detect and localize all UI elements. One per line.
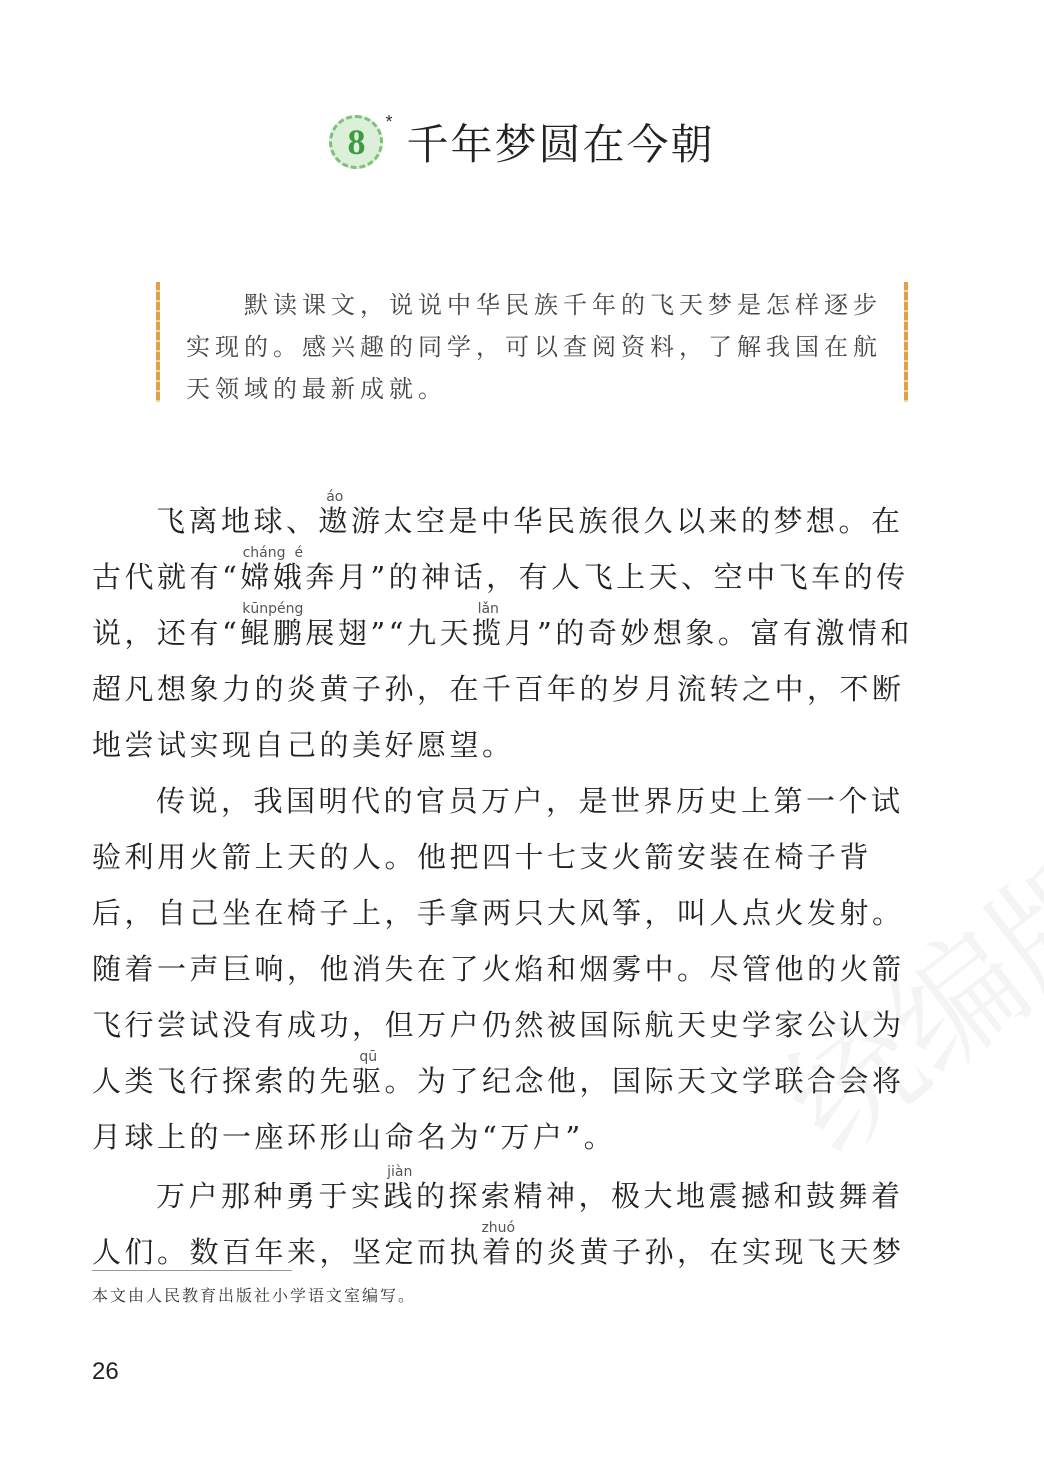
text-run: 奔月”的神话，有人飞上天、空中飞车的传说，还有“: [92, 560, 909, 650]
text-run: 传说，我国明代的官员万户，是世界历史上第一个试验利用火箭上天的人。他把四十七支火箭安装在椅子背后，自己坐在椅子上，手拿两只大风筝，叫人点火发射。随着一声巨响，他消失在了火焰和烟雾中。尽管他的火箭飞行尝试没有成功，但万户仍然被国际航天史学家公认为人类飞行探索的先: [92, 784, 905, 1098]
text-run: 游太空是中华民族很久以来的梦想。在古代就有“: [92, 504, 904, 594]
footnote-divider: [92, 1270, 292, 1271]
text-run: 的探索精神，极大地震撼和鼓舞着人们。数百年来，坚定而执: [92, 1179, 904, 1269]
pinyin: kūnpéng: [240, 601, 306, 617]
text-run: 月”的奇妙想象。富有激情和超凡想象力的炎黄子孙，在千百年的岁月流转之中，不断地尝试实现自己的美好愿望。: [92, 616, 913, 762]
paragraph-2: [92, 773, 914, 1165]
lesson-body: [92, 490, 914, 1280]
pinyin: qū: [352, 1049, 385, 1065]
lesson-number-badge: 8: [329, 115, 383, 169]
guide-right-border: [904, 282, 908, 402]
annotated-word: 鲲鹏kūnpéng: [240, 601, 306, 650]
annotated-word: 驱qū: [352, 1049, 385, 1098]
paragraph-3: [92, 1165, 914, 1280]
annotated-word: 遨áo: [318, 489, 352, 538]
optional-lesson-marker: *: [385, 112, 393, 132]
pinyin: áo: [318, 489, 352, 505]
annotated-word: 嫦娥cháng é: [240, 545, 306, 594]
pinyin: cháng é: [240, 545, 306, 561]
lesson-title: 千年梦圆在今朝: [406, 120, 715, 169]
lesson-title-row: [0, 112, 1044, 172]
pinyin: jiàn: [383, 1164, 417, 1180]
text-run: 展翅”“九天: [305, 616, 472, 650]
pinyin: zhuó: [481, 1220, 516, 1236]
annotated-word: 践jiàn: [383, 1164, 417, 1213]
reading-guide-text: 默读课文，说说中华民族千年的飞天梦是怎样逐步实现的。感兴趣的同学，可以查阅资料，了解我国在航天领域的最新成就。: [186, 291, 882, 403]
guide-left-border: [156, 282, 160, 402]
text-run: 。为了纪念他，国际天文学联合会将月球上的一座环形山命名为“万户”。: [92, 1064, 905, 1154]
text-run: 飞离地球、: [156, 504, 319, 538]
annotated-word: 着zhuó: [481, 1220, 516, 1269]
footnote: 本文由人民教育出版社小学语文室编写。: [92, 1286, 417, 1305]
page-number: 26: [92, 1358, 119, 1385]
text-run: 万户那种勇于实: [156, 1179, 384, 1213]
text-run: 的炎黄子孙，在实现飞天梦: [514, 1235, 905, 1269]
annotated-word: 揽lǎn: [472, 601, 505, 650]
pinyin: lǎn: [472, 601, 505, 617]
reading-guide-box: [156, 282, 908, 402]
paragraph-1: [92, 490, 914, 773]
